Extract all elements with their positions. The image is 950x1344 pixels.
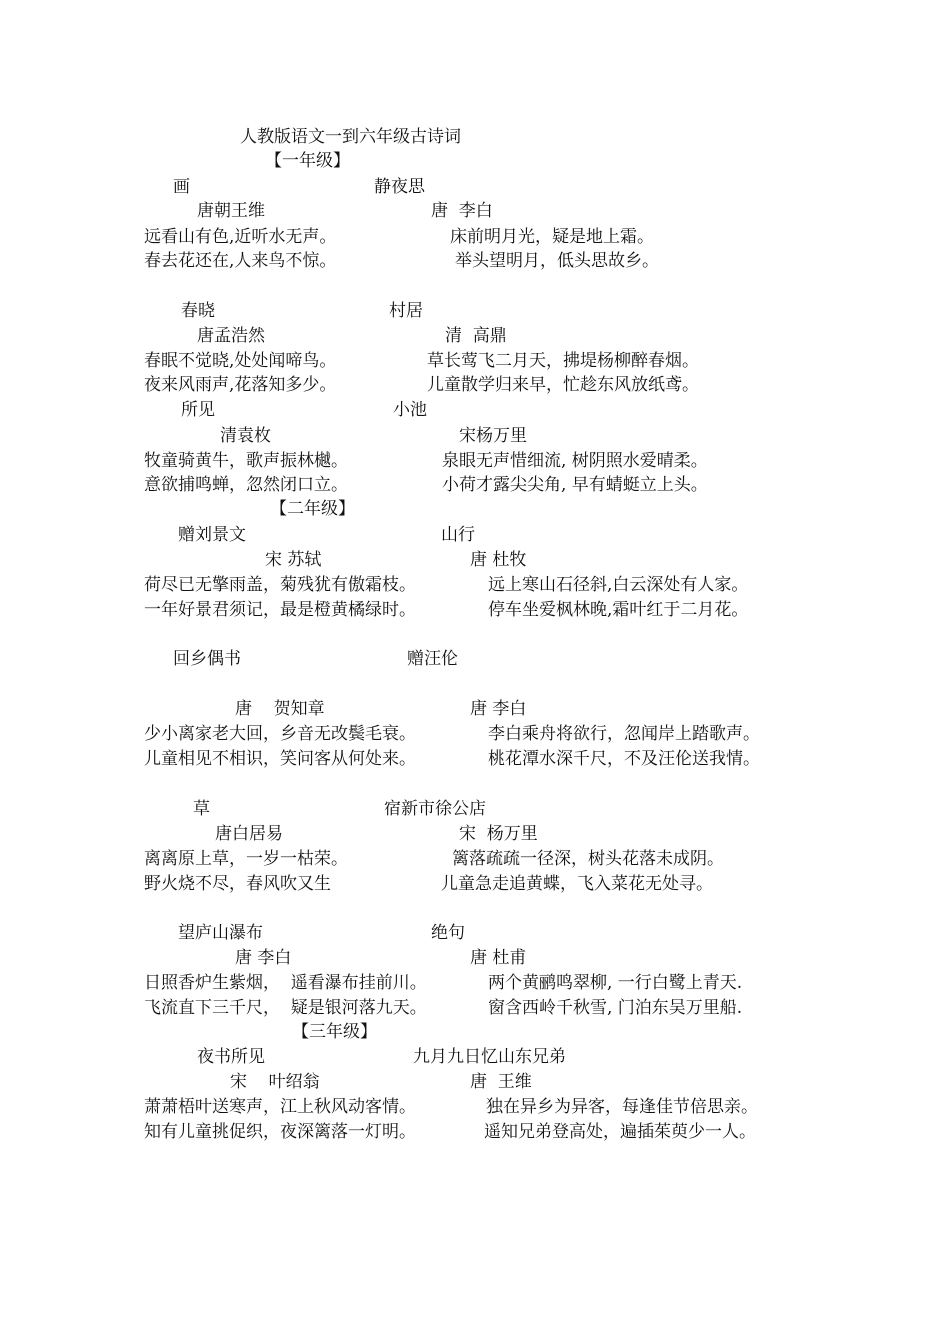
poem-author: 唐 杜牧	[470, 550, 527, 570]
poem-line: 小荷才露尖尖角, 早有蜻蜓立上头。	[442, 475, 708, 495]
poem-title: 夜书所见	[197, 1047, 265, 1067]
poem-line: 独在异乡为异客，每逢佳节倍思亲。	[486, 1097, 758, 1117]
poem-author: 唐 李白	[235, 948, 292, 968]
poem-author: 唐孟浩然	[197, 326, 265, 346]
poem-line: 春去花还在,人来鸟不惊。	[144, 251, 337, 271]
poem-line: 远上寒山石径斜,白云深处有人家。	[488, 575, 749, 595]
poem-author: 唐 李白	[470, 699, 527, 719]
poem-line: 野火烧不尽，春风吹又生	[144, 874, 331, 894]
grade-heading: 【二年级】	[270, 499, 355, 519]
poem-line: 一年好景君须记，最是橙黄橘绿时。	[144, 600, 416, 620]
poem-line: 日照香炉生紫烟， 遥看瀑布挂前川。	[144, 973, 427, 993]
poem-line: 桃花潭水深千尺，不及汪伦送我情。	[488, 749, 760, 769]
poem-line: 儿童急走追黄蝶，飞入菜花无处寻。	[441, 874, 713, 894]
poem-title: 绝句	[431, 923, 465, 943]
poem-title: 村居	[389, 301, 423, 321]
poem-line: 飞流直下三千尺， 疑是银河落九天。	[144, 998, 427, 1018]
poem-line: 远看山有色,近听水无声。	[144, 227, 337, 247]
document-title: 人教版语文一到六年级古诗词	[240, 127, 461, 147]
poem-line: 儿童相见不相识，笑问客从何处来。	[144, 749, 416, 769]
poem-title: 九月九日忆山东兄弟	[413, 1047, 566, 1067]
poem-title: 望庐山瀑布	[178, 923, 263, 943]
poem-line: 春眠不觉晓,处处闻啼鸟。	[144, 351, 337, 371]
poem-line: 意欲捕鸣蝉，忽然闭口立。	[144, 475, 348, 495]
poem-title: 春晓	[181, 301, 215, 321]
poem-author: 宋 苏轼	[265, 550, 322, 570]
poem-line: 泉眼无声惜细流, 树阴照水爱晴柔。	[442, 451, 708, 471]
poem-author: 唐 杜甫	[470, 948, 527, 968]
poem-title: 宿新市徐公店	[384, 799, 486, 819]
poem-title: 画	[173, 177, 190, 197]
poem-author: 宋 叶绍翁	[230, 1072, 320, 1092]
poem-line: 少小离家老大回，乡音无改鬓毛衰。	[144, 724, 416, 744]
poem-line: 夜来风雨声,花落知多少。	[144, 375, 337, 395]
poem-line: 床前明月光，疑是地上霜。	[450, 227, 654, 247]
poem-author: 唐 贺知章	[235, 699, 325, 719]
poem-author: 清袁枚	[220, 426, 271, 446]
poem-title: 赠刘景文	[178, 525, 246, 545]
poem-author: 唐白居易	[215, 824, 283, 844]
poem-author: 唐朝王维	[197, 201, 265, 221]
poem-line: 窗含西岭千秋雪, 门泊东吴万里船.	[488, 998, 743, 1018]
poem-author: 唐 李白	[431, 201, 493, 221]
poem-title: 赠汪伦	[407, 649, 458, 669]
poem-line: 遥知兄弟登高处，遍插茱萸少一人。	[484, 1122, 756, 1142]
poem-line: 停车坐爱枫林晚,霜叶红于二月花。	[488, 600, 749, 620]
poem-line: 两个黄鹂鸣翠柳, 一行白鹭上青天.	[488, 973, 743, 993]
grade-heading: 【一年级】	[265, 151, 350, 171]
poem-line: 荷尽已无擎雨盖，菊残犹有傲霜枝。	[144, 575, 416, 595]
poem-line: 离离原上草，一岁一枯荣。	[144, 849, 348, 869]
poem-title: 所见	[181, 400, 215, 420]
poem-line: 篱落疏疏一径深，树头花落未成阴。	[452, 849, 724, 869]
poem-author: 宋杨万里	[459, 426, 527, 446]
grade-heading: 【三年级】	[292, 1022, 377, 1042]
poem-title: 小池	[393, 400, 427, 420]
poem-author: 唐 王维	[470, 1072, 532, 1092]
poem-line: 举头望明月，低头思故乡。	[455, 251, 659, 271]
poem-author: 宋 杨万里	[459, 824, 538, 844]
poem-title: 静夜思	[374, 177, 425, 197]
poem-line: 儿童散学归来早，忙趁东风放纸鸢。	[427, 375, 699, 395]
poem-title: 草	[193, 799, 210, 819]
poem-line: 萧萧梧叶送寒声，江上秋风动客情。	[144, 1097, 416, 1117]
poem-title: 山行	[441, 525, 475, 545]
poem-title: 回乡偶书	[173, 649, 241, 669]
poem-line: 牧童骑黄牛，歌声振林樾。	[144, 451, 348, 471]
poem-line: 知有儿童挑促织，夜深篱落一灯明。	[144, 1122, 416, 1142]
poem-line: 草长莺飞二月天，拂堤杨柳醉春烟。	[427, 351, 699, 371]
poem-line: 李白乘舟将欲行，忽闻岸上踏歌声。	[488, 724, 760, 744]
poem-author: 清 高鼎	[445, 326, 507, 346]
